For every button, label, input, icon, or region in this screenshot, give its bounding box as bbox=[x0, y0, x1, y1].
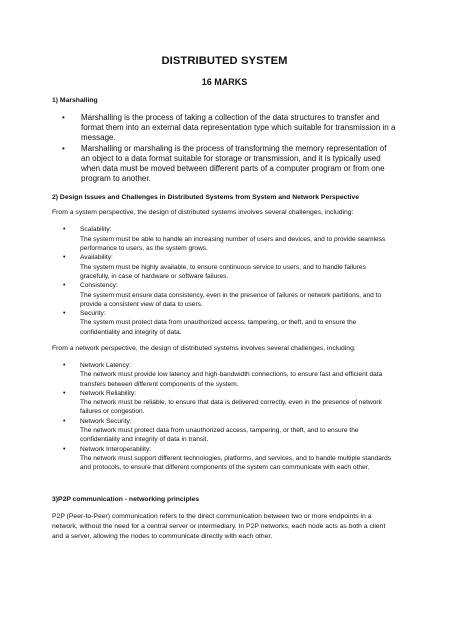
bullet-icon: • bbox=[63, 389, 66, 397]
bullet-icon: • bbox=[63, 226, 66, 234]
bullet-icon: • bbox=[63, 361, 66, 369]
list-item bbox=[52, 113, 397, 144]
bullet-icon: • bbox=[63, 445, 66, 453]
item-text: The system must be highly available, to ensure continuous service to users, and to handle failures gracefully, in case of hardware or software failures. bbox=[80, 263, 366, 280]
system-challenges-list bbox=[52, 225, 397, 337]
network-challenges-list bbox=[52, 361, 397, 473]
item-label: Security: bbox=[80, 310, 106, 318]
document-title: DISTRIBUTED SYSTEM bbox=[161, 55, 288, 67]
bullet-icon: • bbox=[62, 143, 65, 153]
section2-heading: 2) Design Issues and Challenges in Distributed Systems from System and Network Perspective bbox=[52, 194, 360, 202]
network-intro: From a network perspective, the design of distributed systems involves several challenges, including: bbox=[52, 344, 356, 352]
p2p-paragraph: P2P (Peer-to-Peer) communication refers to the direct communication between two or more endpoints in a network, without the need for a central server or intermediary. In P2P networks, each node acts as both a client and a server, allowing the nodes to communicate directly with each other. bbox=[52, 512, 386, 540]
list-item bbox=[52, 309, 397, 337]
list-item bbox=[52, 417, 397, 445]
item-text: The network must support different technologies, platforms, and services, and to handle multiple standards and protocols, to ensure that different components of the system can communicate with each other. bbox=[80, 454, 392, 472]
item-label: Network Reliability: bbox=[80, 389, 137, 397]
bullet-icon: • bbox=[63, 254, 66, 262]
bullet-icon: • bbox=[63, 417, 66, 425]
item-text: The system must protect data from unauthorized access, tampering, or theft, and to ensure the confidentiality and integrity of data. bbox=[80, 319, 357, 336]
item-text: The system must be able to handle an increasing number of users and devices, and to provide seamless performance to users, as the system grows. bbox=[80, 235, 386, 253]
section3-heading: 3)P2P communication - networking principles bbox=[52, 495, 200, 503]
item-text: The network must be reliable, to ensure that data is delivered correctly, even in the presence of network failures or congestion. bbox=[80, 399, 382, 416]
item-text: The network must protect data from unauthorized access, tampering, or theft, and to ensure the confidentiality and integrity of data in transit. bbox=[80, 427, 359, 444]
bullet-icon: • bbox=[62, 113, 65, 122]
item-label: Network Security: bbox=[80, 417, 132, 425]
list-item bbox=[52, 361, 397, 389]
item-text: The system must ensure data consistency, even in the presence of failures or network partitions, and to provide a consistent view of data to users. bbox=[80, 291, 382, 308]
section1-bullets bbox=[52, 113, 397, 184]
bullet-icon: • bbox=[63, 310, 66, 318]
item-label: Network Latency: bbox=[80, 361, 131, 369]
list-item bbox=[52, 253, 397, 281]
list-item bbox=[52, 144, 397, 185]
bullet-icon: • bbox=[63, 282, 66, 290]
list-item bbox=[52, 281, 397, 309]
bullet-text: Marshalling is the process of taking a collection of the data structures to transfer and format them into an external data representation type which suitable for transmission in a message. bbox=[81, 113, 396, 143]
item-label: Network Interoperability: bbox=[80, 445, 152, 453]
list-item bbox=[52, 389, 397, 417]
item-label: Scalability: bbox=[80, 226, 112, 234]
list-item bbox=[52, 445, 397, 473]
section1-heading: 1) Marshalling bbox=[52, 97, 98, 104]
system-intro: From a system perspective, the design of distributed systems involves several challenges, including: bbox=[52, 209, 354, 217]
bullet-text: Marshalling or marshaling is the process of transforming the memory representation of an object to a data format suitable for storage or transmission, and it is typically used when data must be moved between different parts of a computer program or from one program to another. bbox=[81, 143, 387, 184]
marks-label: 16 MARKS bbox=[201, 77, 248, 87]
item-label: Availability: bbox=[80, 254, 113, 262]
list-item bbox=[52, 225, 397, 253]
item-text: The network must provide low latency and high-bandwidth connections, to ensure fast and efficient data transfers between different components of the system. bbox=[80, 371, 383, 388]
item-label: Consistency: bbox=[80, 282, 118, 290]
